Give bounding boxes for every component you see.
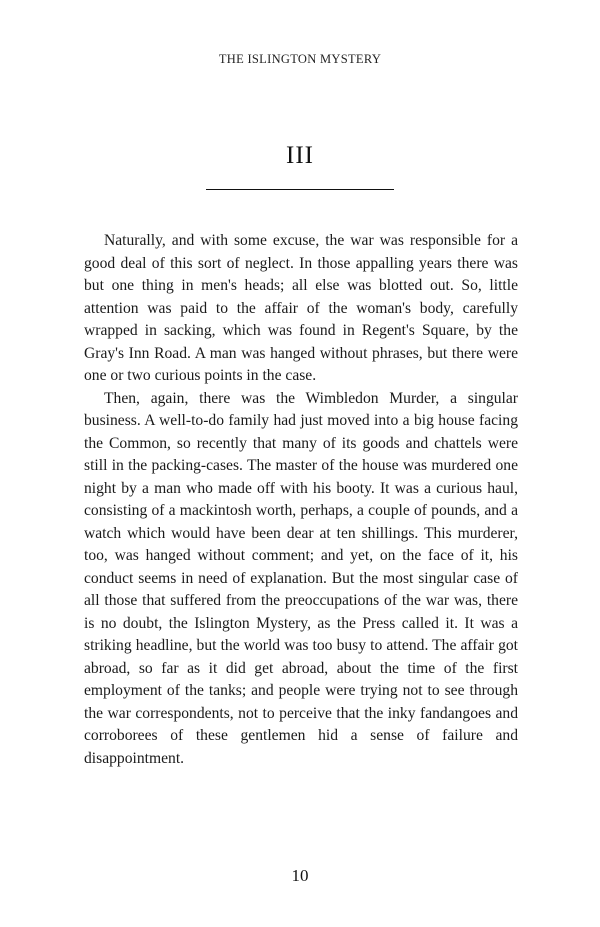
paragraph: Naturally, and with some excuse, the war was responsible for a good deal of this sort of neglect. In those appalling years there was but one thing in men's heads; all else was blotted out. So, little attention was paid to the affair of the woman's body, carefully wrapped in sacking, which was found in Regent's Square, by the Gray's Inn Road. A man was hanged without phrases, but there were one or two curious points in the case. [84, 232, 518, 384]
chapter-number: III [286, 142, 314, 169]
paragraph: Then, again, there was the Wimbledon Murder, a singular business. A well-to-do family had just moved into a big house facing the Common, so recently that many of its goods and chattels were still in the packing-cases. The master of the house was murdered one night by a man who made off with his booty. It was a curious haul, consisting of a mackintosh worth, perhaps, a couple of pounds, and a watch which would have been dear at ten shillings. This murderer, too, was hanged without comment; and yet, on the face of it, his conduct seems in need of explanation. But the most singular case of all those that suffered from the preoccupations of the war was, there is no doubt, the Islington Mystery, as the Press called it. It was a striking headline, but the world was too busy to attend. The affair got abroad, so far as it did get abroad, about the time of the first employment of the tanks; and people were trying not to see through the war correspondents, not to perceive that the inky fandangoes and corroborees of these gentlemen hid a sense of failure and disappointment. [84, 389, 518, 767]
chapter-divider-rule [206, 189, 394, 190]
running-header: THE ISLINGTON MYSTERY [218, 52, 382, 66]
page-number: 10 [291, 866, 309, 885]
body-text [84, 230, 518, 770]
